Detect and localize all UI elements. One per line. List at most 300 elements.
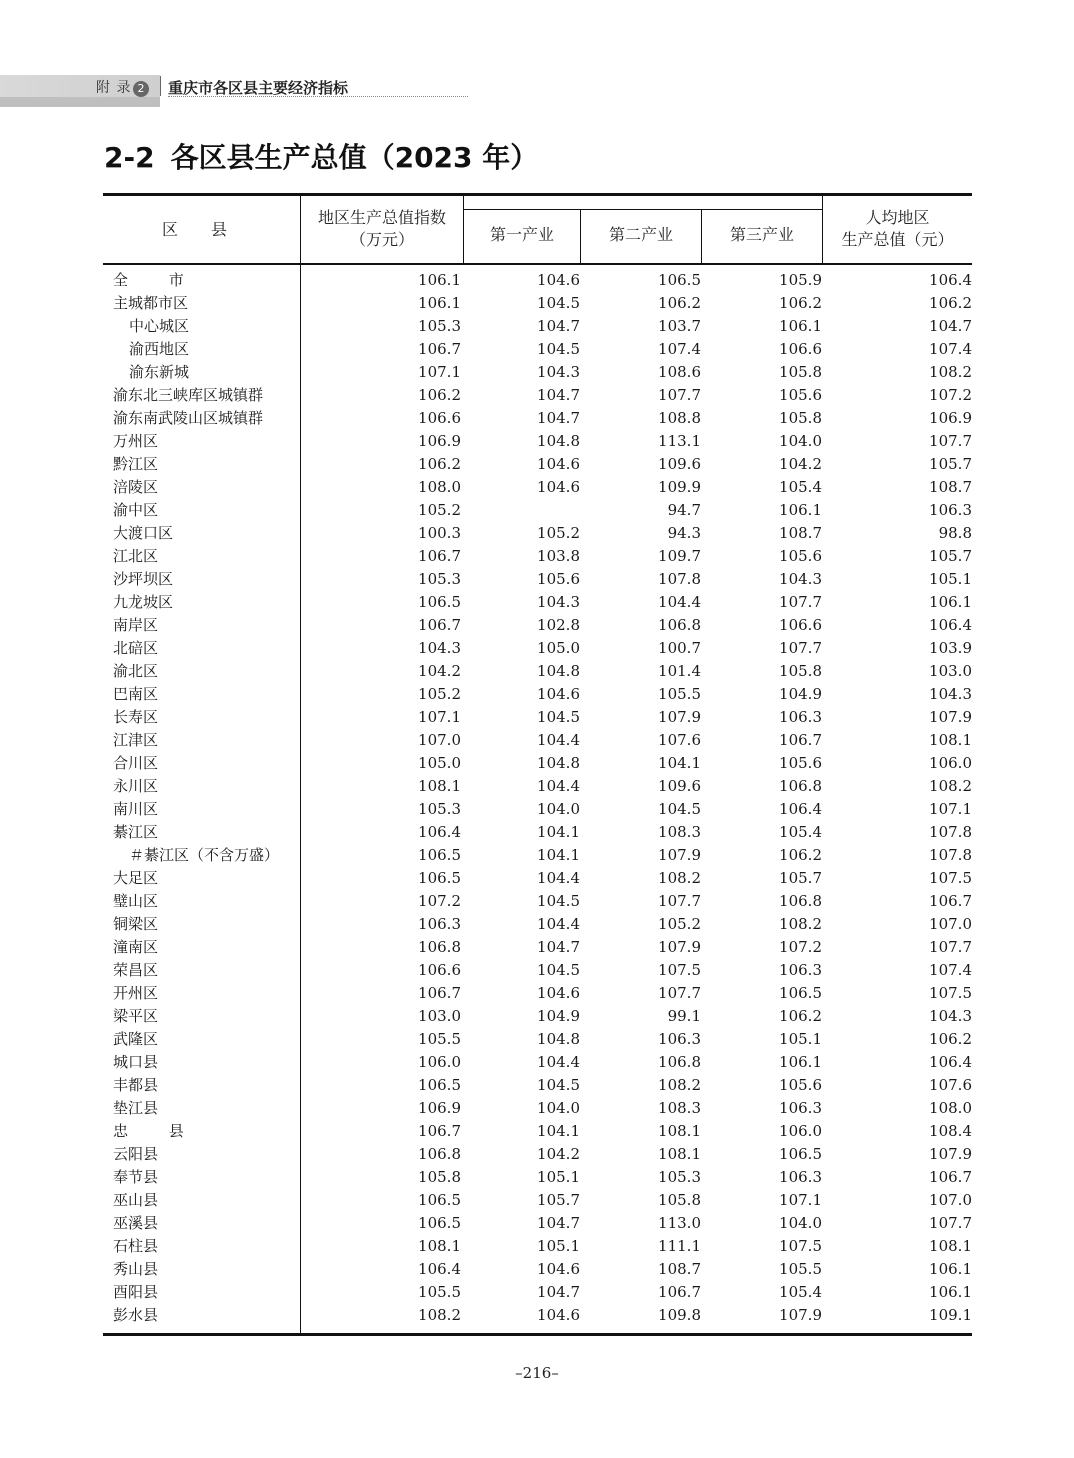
secondary-industry-cell: 107.7: [658, 892, 701, 910]
secondary-industry-cell: 105.2: [658, 915, 701, 933]
per-capita-cell: 106.1: [929, 1283, 972, 1301]
tertiary-industry-cell: 105.1: [779, 1030, 822, 1048]
gdp-index-cell: 105.2: [418, 501, 461, 519]
table-top-rule: [103, 193, 972, 196]
secondary-industry-cell: 106.8: [658, 616, 701, 634]
tertiary-industry-cell: 106.0: [779, 1122, 822, 1140]
table-row: [103, 361, 972, 384]
table-row: [103, 269, 972, 292]
gdp-index-cell: 106.7: [418, 340, 461, 358]
district-name-cell: 巫溪县: [113, 1214, 159, 1232]
district-name-cell: 江津区: [113, 731, 159, 749]
table-row: [103, 1304, 972, 1327]
table-row: [103, 522, 972, 545]
primary-industry-cell: 105.2: [537, 524, 580, 542]
primary-industry-cell: 104.1: [537, 846, 580, 864]
primary-industry-cell: 104.7: [537, 938, 580, 956]
gdp-index-cell: 105.8: [418, 1168, 461, 1186]
per-capita-cell: 103.0: [929, 662, 972, 680]
secondary-industry-cell: 106.3: [658, 1030, 701, 1048]
per-capita-cell: 105.7: [929, 455, 972, 473]
gdp-index-cell: 105.5: [418, 1030, 461, 1048]
secondary-industry-cell: 107.8: [658, 570, 701, 588]
district-name-cell: 彭水县: [113, 1306, 159, 1324]
district-name-cell: 潼南区: [113, 938, 159, 956]
primary-industry-cell: 104.1: [537, 1122, 580, 1140]
tertiary-industry-cell: 107.5: [779, 1237, 822, 1255]
per-capita-cell: 108.2: [929, 777, 972, 795]
district-name-cell: 涪陵区: [113, 478, 159, 496]
tertiary-industry-cell: 104.9: [779, 685, 822, 703]
primary-industry-cell: 104.5: [537, 1076, 580, 1094]
secondary-industry-cell: 109.7: [658, 547, 701, 565]
table-row: [103, 890, 972, 913]
table-row: [103, 1166, 972, 1189]
gdp-index-cell: 108.2: [418, 1306, 461, 1324]
per-capita-cell: 106.4: [929, 1053, 972, 1071]
table-code: 2-2: [104, 141, 155, 174]
per-capita-cell: 107.4: [929, 340, 972, 358]
tertiary-industry-cell: 106.3: [779, 961, 822, 979]
secondary-industry-cell: 104.1: [658, 754, 701, 772]
per-capita-cell: 105.1: [929, 570, 972, 588]
per-capita-cell: 104.3: [929, 1007, 972, 1025]
primary-industry-cell: 105.1: [537, 1237, 580, 1255]
tertiary-industry-cell: 107.7: [779, 639, 822, 657]
table-row: [103, 1097, 972, 1120]
per-capita-cell: 108.4: [929, 1122, 972, 1140]
page-number: –216–: [515, 1364, 559, 1382]
primary-industry-cell: 104.8: [537, 1030, 580, 1048]
district-name-cell: 万州区: [113, 432, 159, 450]
per-capita-cell: 109.1: [929, 1306, 972, 1324]
header-divider: [160, 76, 161, 96]
gdp-index-cell: 106.2: [418, 455, 461, 473]
district-name-cell: 黔江区: [113, 455, 159, 473]
table-row: [103, 568, 972, 591]
secondary-industry-cell: 105.8: [658, 1191, 701, 1209]
primary-industry-cell: 104.3: [537, 593, 580, 611]
secondary-industry-cell: 108.3: [658, 1099, 701, 1117]
table-row: [103, 729, 972, 752]
secondary-industry-cell: 108.1: [658, 1145, 701, 1163]
tertiary-industry-cell: 105.6: [779, 1076, 822, 1094]
district-name-cell: 长寿区: [113, 708, 159, 726]
tertiary-industry-cell: 105.7: [779, 869, 822, 887]
tertiary-industry-cell: 105.6: [779, 547, 822, 565]
secondary-industry-cell: 108.1: [658, 1122, 701, 1140]
table-row: [103, 867, 972, 890]
primary-industry-cell: 103.8: [537, 547, 580, 565]
gdp-index-cell: 106.7: [418, 1122, 461, 1140]
tertiary-industry-cell: 106.3: [779, 1168, 822, 1186]
district-name-cell: 合川区: [113, 754, 159, 772]
per-capita-cell: 104.3: [929, 685, 972, 703]
per-capita-cell: 107.7: [929, 432, 972, 450]
secondary-industry-cell: 108.8: [658, 409, 701, 427]
gdp-index-cell: 106.7: [418, 616, 461, 634]
per-capita-cell: 107.4: [929, 961, 972, 979]
tertiary-industry-cell: 105.6: [779, 386, 822, 404]
per-capita-cell: 107.8: [929, 823, 972, 841]
district-name-cell: 城口县: [113, 1053, 159, 1071]
primary-industry-cell: 105.1: [537, 1168, 580, 1186]
secondary-industry-cell: 107.9: [658, 846, 701, 864]
table-row: [103, 752, 972, 775]
district-name-cell: 永川区: [113, 777, 159, 795]
per-capita-cell: 106.1: [929, 593, 972, 611]
secondary-industry-cell: 106.2: [658, 294, 701, 312]
district-name-cell: 南川区: [113, 800, 159, 818]
primary-industry-cell: 104.0: [537, 1099, 580, 1117]
primary-industry-cell: 104.7: [537, 409, 580, 427]
district-name-cell: 大足区: [113, 869, 159, 887]
per-capita-cell: 106.7: [929, 892, 972, 910]
district-name-cell: 江北区: [113, 547, 159, 565]
secondary-industry-cell: 108.2: [658, 869, 701, 887]
header-grey-bar: [0, 97, 160, 107]
district-name-cell: 石柱县: [113, 1237, 159, 1255]
table-row: [103, 453, 972, 476]
tertiary-industry-cell: 106.5: [779, 1145, 822, 1163]
tertiary-industry-cell: 106.2: [779, 294, 822, 312]
primary-industry-cell: 104.7: [537, 1283, 580, 1301]
table-row: [103, 1143, 972, 1166]
table-header-rule: [103, 263, 972, 265]
tertiary-industry-cell: 108.2: [779, 915, 822, 933]
tertiary-industry-cell: 106.2: [779, 1007, 822, 1025]
gdp-index-cell: 108.0: [418, 478, 461, 496]
per-capita-cell: 106.2: [929, 294, 972, 312]
secondary-industry-cell: 105.5: [658, 685, 701, 703]
tertiary-industry-cell: 106.3: [779, 708, 822, 726]
gdp-index-cell: 106.4: [418, 1260, 461, 1278]
tertiary-industry-cell: 106.6: [779, 340, 822, 358]
district-name-cell: 沙坪坝区: [113, 570, 174, 588]
table-row: [103, 706, 972, 729]
secondary-industry-cell: 108.7: [658, 1260, 701, 1278]
gdp-index-cell: 104.2: [418, 662, 461, 680]
secondary-industry-cell: 109.6: [658, 455, 701, 473]
primary-industry-cell: 102.8: [537, 616, 580, 634]
secondary-industry-cell: 108.6: [658, 363, 701, 381]
district-name-cell: 大渡口区: [113, 524, 174, 542]
primary-industry-cell: 104.6: [537, 685, 580, 703]
primary-industry-cell: 104.5: [537, 892, 580, 910]
tertiary-industry-cell: 105.6: [779, 754, 822, 772]
gdp-index-cell: 105.0: [418, 754, 461, 772]
table-row: [103, 476, 972, 499]
per-capita-cell: 107.7: [929, 938, 972, 956]
tertiary-industry-cell: 108.7: [779, 524, 822, 542]
gdp-index-cell: 106.5: [418, 1191, 461, 1209]
primary-industry-cell: 104.6: [537, 455, 580, 473]
primary-industry-cell: 105.0: [537, 639, 580, 657]
gdp-index-cell: 106.9: [418, 1099, 461, 1117]
column-header-per-capita: 人均地区 生产总值（元）: [841, 208, 954, 249]
header-dotted-rule: [168, 96, 468, 97]
table-row: [103, 430, 972, 453]
tertiary-industry-cell: 106.1: [779, 1053, 822, 1071]
column-header-primary: 第一产业: [489, 225, 554, 244]
secondary-industry-cell: 107.9: [658, 708, 701, 726]
gdp-index-cell: 106.0: [418, 1053, 461, 1071]
tertiary-industry-cell: 104.0: [779, 1214, 822, 1232]
district-name-cell: 铜梁区: [113, 915, 159, 933]
per-capita-cell: 106.4: [929, 616, 972, 634]
secondary-industry-cell: 107.9: [658, 938, 701, 956]
tertiary-industry-cell: 105.4: [779, 478, 822, 496]
district-name-cell: 梁平区: [113, 1007, 159, 1025]
secondary-industry-cell: 107.7: [658, 386, 701, 404]
table-row: [103, 844, 972, 867]
district-name-cell: 渝西地区: [129, 340, 190, 358]
tertiary-industry-cell: 104.2: [779, 455, 822, 473]
secondary-industry-cell: 99.1: [667, 1007, 701, 1025]
column-header-tertiary: 第三产业: [729, 225, 794, 244]
district-name-cell: 忠 县: [113, 1122, 202, 1140]
table-body: [103, 269, 972, 1327]
per-capita-cell: 106.4: [929, 271, 972, 289]
secondary-industry-cell: 106.7: [658, 1283, 701, 1301]
secondary-industry-cell: 104.4: [658, 593, 701, 611]
gdp-index-cell: 105.3: [418, 800, 461, 818]
district-name-cell: 主城都市区: [113, 294, 189, 312]
district-name-cell: 九龙坡区: [113, 593, 174, 611]
district-name-cell: 荣昌区: [113, 961, 159, 979]
tertiary-industry-cell: 106.1: [779, 501, 822, 519]
district-name-cell: 中心城区: [129, 317, 190, 335]
tertiary-industry-cell: 106.3: [779, 1099, 822, 1117]
primary-industry-cell: 104.6: [537, 984, 580, 1002]
per-capita-cell: 107.6: [929, 1076, 972, 1094]
per-capita-cell: 108.7: [929, 478, 972, 496]
secondary-industry-cell: 111.1: [658, 1237, 701, 1255]
primary-industry-cell: 104.4: [537, 731, 580, 749]
appendix-label: 附 录: [96, 80, 132, 96]
table-row: [103, 591, 972, 614]
secondary-industry-cell: 108.3: [658, 823, 701, 841]
gdp-index-cell: 106.6: [418, 961, 461, 979]
primary-industry-cell: 104.5: [537, 340, 580, 358]
tertiary-industry-cell: 105.5: [779, 1260, 822, 1278]
table-row: [103, 1120, 972, 1143]
per-capita-cell: 107.0: [929, 1191, 972, 1209]
table-row: [103, 1028, 972, 1051]
secondary-industry-cell: 103.7: [658, 317, 701, 335]
section-title: 重庆市各区县主要经济指标: [168, 79, 349, 97]
gdp-index-cell: 105.5: [418, 1283, 461, 1301]
secondary-industry-cell: 104.5: [658, 800, 701, 818]
per-capita-cell: 98.8: [938, 524, 972, 542]
district-name-cell: 北碚区: [113, 639, 159, 657]
gdp-index-cell: 107.2: [418, 892, 461, 910]
gdp-index-cell: 104.3: [418, 639, 461, 657]
secondary-industry-cell: 107.7: [658, 984, 701, 1002]
gdp-index-cell: 106.2: [418, 386, 461, 404]
per-capita-cell: 106.3: [929, 501, 972, 519]
secondary-industry-cell: 106.5: [658, 271, 701, 289]
district-name-cell: 綦江区: [113, 823, 159, 841]
gdp-index-cell: 106.7: [418, 547, 461, 565]
primary-industry-cell: 104.6: [537, 1260, 580, 1278]
per-capita-cell: 105.7: [929, 547, 972, 565]
secondary-industry-cell: 106.8: [658, 1053, 701, 1071]
appendix-tag: [96, 77, 149, 97]
per-capita-cell: 107.5: [929, 984, 972, 1002]
table-row: [103, 775, 972, 798]
secondary-industry-cell: 94.3: [667, 524, 701, 542]
gdp-index-cell: 106.3: [418, 915, 461, 933]
secondary-industry-cell: 108.2: [658, 1076, 701, 1094]
primary-industry-cell: 104.3: [537, 363, 580, 381]
table-row: [103, 1281, 972, 1304]
table-row: [103, 936, 972, 959]
primary-industry-cell: 104.8: [537, 754, 580, 772]
gdp-index-cell: 107.1: [418, 363, 461, 381]
gdp-index-cell: 105.3: [418, 317, 461, 335]
table-row: [103, 683, 972, 706]
tertiary-industry-cell: 106.8: [779, 892, 822, 910]
per-capita-cell: 108.0: [929, 1099, 972, 1117]
table-row: [103, 407, 972, 430]
table-row: [103, 821, 972, 844]
table-row: [103, 1074, 972, 1097]
per-capita-cell: 106.7: [929, 1168, 972, 1186]
gdp-index-cell: 106.1: [418, 271, 461, 289]
per-capita-cell: 107.8: [929, 846, 972, 864]
table-bottom-rule: [103, 1333, 972, 1336]
primary-industry-cell: 104.9: [537, 1007, 580, 1025]
district-name-cell: 南岸区: [113, 616, 159, 634]
appendix-number: 2: [133, 81, 149, 97]
district-name-cell: 全 市: [113, 271, 202, 289]
per-capita-cell: 107.7: [929, 1214, 972, 1232]
table-row: [103, 499, 972, 522]
per-capita-cell: 106.0: [929, 754, 972, 772]
table-row: [103, 338, 972, 361]
table-row: [103, 637, 972, 660]
district-name-cell: 渝中区: [113, 501, 159, 519]
secondary-industry-cell: 113.1: [658, 432, 701, 450]
gdp-index-cell: 103.0: [418, 1007, 461, 1025]
gdp-index-cell: 105.3: [418, 570, 461, 588]
secondary-industry-cell: 100.7: [658, 639, 701, 657]
tertiary-industry-cell: 106.6: [779, 616, 822, 634]
per-capita-cell: 107.0: [929, 915, 972, 933]
primary-industry-cell: 105.7: [537, 1191, 580, 1209]
table-row: [103, 292, 972, 315]
tertiary-industry-cell: 106.5: [779, 984, 822, 1002]
primary-industry-cell: 104.5: [537, 961, 580, 979]
secondary-industry-cell: 107.5: [658, 961, 701, 979]
per-capita-cell: 106.1: [929, 1260, 972, 1278]
secondary-industry-cell: 101.4: [658, 662, 701, 680]
district-name-cell: 渝东北三峡库区城镇群: [113, 386, 264, 404]
gdp-index-cell: 106.4: [418, 823, 461, 841]
primary-industry-cell: 104.4: [537, 777, 580, 795]
district-name-cell: 渝东南武陵山区城镇群: [113, 409, 264, 427]
district-name-cell: ＃綦江区（不含万盛）: [129, 846, 280, 864]
primary-industry-cell: 104.5: [537, 708, 580, 726]
gdp-index-cell: 106.8: [418, 1145, 461, 1163]
district-name-cell: 武隆区: [113, 1030, 159, 1048]
primary-industry-cell: 105.6: [537, 570, 580, 588]
per-capita-cell: 106.9: [929, 409, 972, 427]
primary-industry-cell: 104.6: [537, 1306, 580, 1324]
per-capita-cell: 108.2: [929, 363, 972, 381]
table-row: [103, 1235, 972, 1258]
per-capita-cell: 107.5: [929, 869, 972, 887]
secondary-industry-cell: 109.8: [658, 1306, 701, 1324]
per-capita-cell: 107.9: [929, 708, 972, 726]
primary-industry-cell: 104.4: [537, 1053, 580, 1071]
table-row: [103, 1005, 972, 1028]
per-capita-cell: 107.1: [929, 800, 972, 818]
header-sub-rule: [463, 209, 823, 210]
district-name-cell: 开州区: [113, 984, 159, 1002]
district-name-cell: 璧山区: [113, 892, 159, 910]
secondary-industry-cell: 113.0: [658, 1214, 701, 1232]
primary-industry-cell: 104.6: [537, 478, 580, 496]
district-name-cell: 渝东新城: [129, 363, 190, 381]
primary-industry-cell: 104.8: [537, 662, 580, 680]
gdp-index-cell: 106.5: [418, 1214, 461, 1232]
per-capita-cell: 108.1: [929, 1237, 972, 1255]
tertiary-industry-cell: 106.4: [779, 800, 822, 818]
table-row: [103, 982, 972, 1005]
tertiary-industry-cell: 105.8: [779, 363, 822, 381]
gdp-index-cell: 106.6: [418, 409, 461, 427]
table-row: [103, 1051, 972, 1074]
per-capita-cell: 107.2: [929, 386, 972, 404]
gdp-index-cell: 105.2: [418, 685, 461, 703]
primary-industry-cell: 104.7: [537, 1214, 580, 1232]
primary-industry-cell: 104.5: [537, 294, 580, 312]
secondary-industry-cell: 107.4: [658, 340, 701, 358]
tertiary-industry-cell: 107.7: [779, 593, 822, 611]
tertiary-industry-cell: 104.3: [779, 570, 822, 588]
tertiary-industry-cell: 107.1: [779, 1191, 822, 1209]
table-row: [103, 384, 972, 407]
table-row: [103, 660, 972, 683]
tertiary-industry-cell: 106.7: [779, 731, 822, 749]
tertiary-industry-cell: 106.2: [779, 846, 822, 864]
tertiary-industry-cell: 105.4: [779, 1283, 822, 1301]
district-name-cell: 奉节县: [113, 1168, 159, 1186]
gdp-index-cell: 106.1: [418, 294, 461, 312]
secondary-industry-cell: 94.7: [667, 501, 701, 519]
per-capita-cell: 106.2: [929, 1030, 972, 1048]
primary-industry-cell: 104.7: [537, 386, 580, 404]
primary-industry-cell: 104.1: [537, 823, 580, 841]
tertiary-industry-cell: 105.9: [779, 271, 822, 289]
tertiary-industry-cell: 107.9: [779, 1306, 822, 1324]
primary-industry-cell: 104.2: [537, 1145, 580, 1163]
gdp-index-cell: 106.5: [418, 869, 461, 887]
table-row: [103, 614, 972, 637]
tertiary-industry-cell: 107.2: [779, 938, 822, 956]
district-name-cell: 巫山县: [113, 1191, 159, 1209]
gdp-index-cell: 106.5: [418, 846, 461, 864]
table-row: [103, 315, 972, 338]
primary-industry-cell: 104.4: [537, 869, 580, 887]
table-row: [103, 959, 972, 982]
column-header-gdp-index: 地区生产总值指数 （万元）: [317, 208, 446, 249]
primary-industry-cell: 104.0: [537, 800, 580, 818]
table-row: [103, 545, 972, 568]
primary-industry-cell: 104.6: [537, 271, 580, 289]
